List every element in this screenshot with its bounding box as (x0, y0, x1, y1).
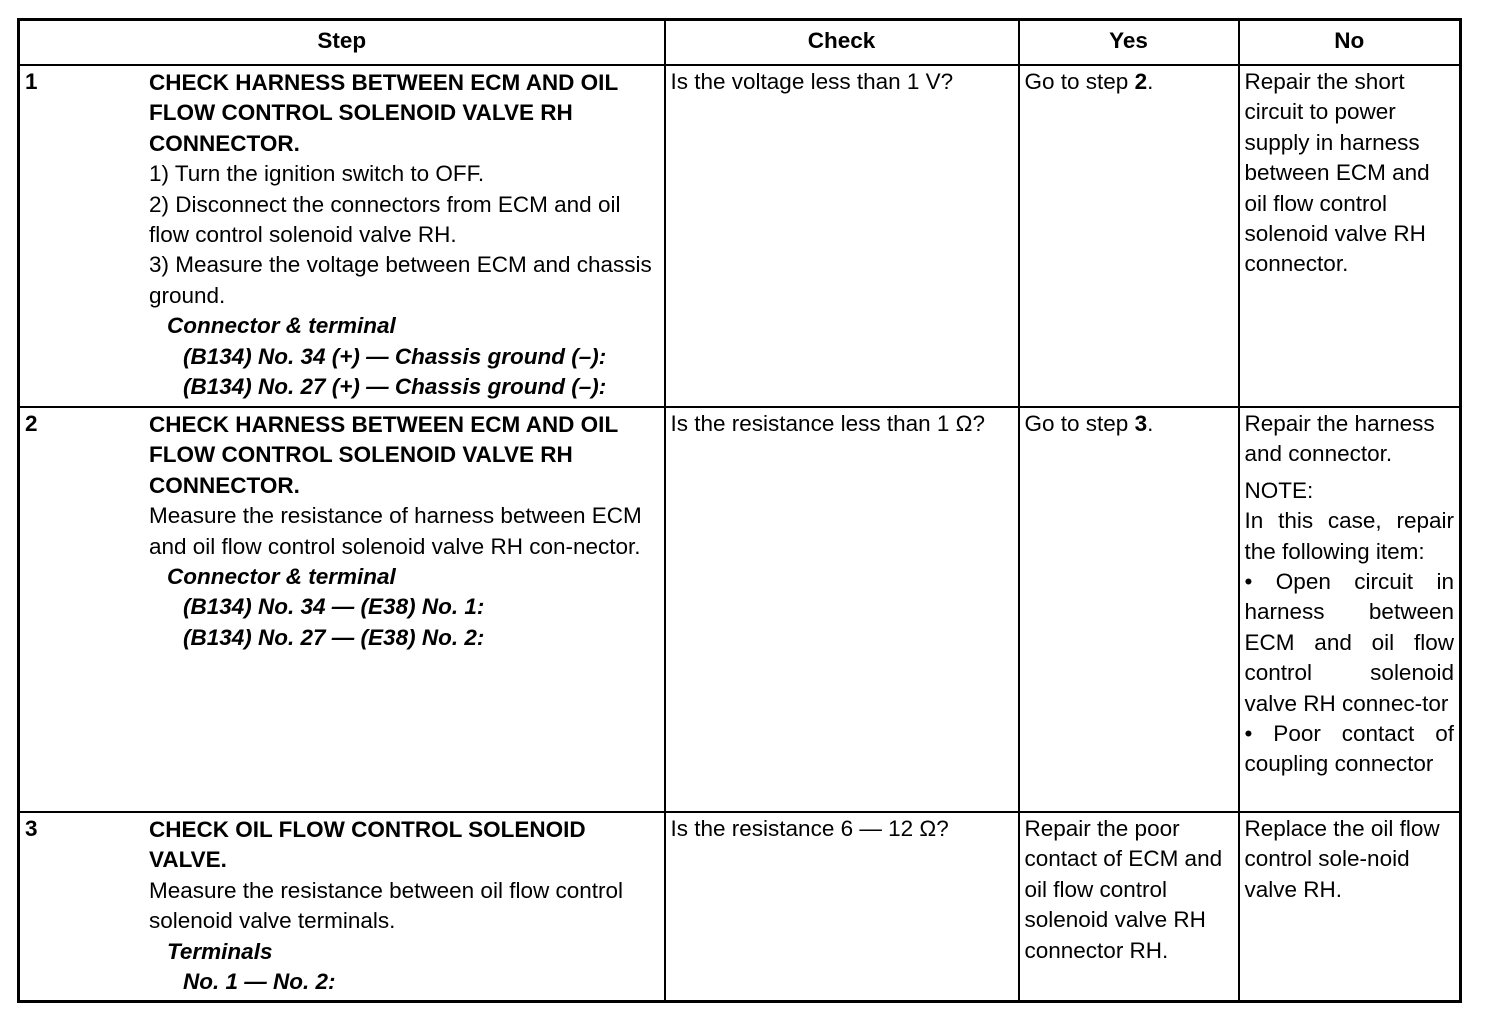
step-title: CHECK OIL FLOW CONTROL SOLENOID VALVE. (149, 817, 586, 873)
yes-suffix: . (1147, 69, 1154, 94)
spec-line: (B134) No. 34 (+) — Chassis ground (–): (183, 343, 607, 369)
table-row (19, 65, 1461, 407)
step-number: 3 (25, 816, 38, 841)
step-instruction: 1) Turn the ignition switch to OFF. (149, 161, 485, 187)
no-text: Repair the harness and connector. (1244, 411, 1435, 467)
no-cell (1239, 65, 1461, 407)
header-no: No (1239, 20, 1461, 66)
spec-line: No. 1 — No. 2: (183, 969, 336, 995)
note-label: NOTE: (1244, 477, 1314, 503)
step-number: 2 (25, 411, 38, 436)
step-body (149, 814, 659, 997)
table-row (19, 407, 1461, 812)
no-cell (1239, 407, 1461, 812)
check-text: Is the resistance 6 — 12 Ω? (670, 816, 949, 841)
step-cell (19, 407, 665, 812)
check-text: Is the resistance less than 1 Ω? (670, 411, 985, 436)
yes-cell (1019, 812, 1239, 1002)
header-check: Check (665, 20, 1019, 66)
spec-line: (B134) No. 34 — (E38) No. 1: (183, 594, 485, 620)
yes-step-number: 2 (1134, 69, 1148, 94)
step-title: CHECK HARNESS BETWEEN ECM AND OIL FLOW CONTROL SOLENOID VALVE RH CONNECTOR. (149, 70, 618, 156)
yes-prefix: Go to step (1024, 69, 1135, 94)
step-body (149, 67, 659, 402)
header-step: Step (19, 20, 665, 66)
spec-label: Connector & terminal (167, 564, 396, 590)
step-body (149, 409, 659, 653)
check-cell (665, 812, 1019, 1002)
step-instruction: 2) Disconnect the connectors from ECM and oil flow control solenoid valve RH. (149, 191, 621, 248)
yes-suffix: . (1147, 411, 1154, 436)
note-bullet: • Poor contact of coupling connector (1244, 721, 1454, 777)
step-instruction: Measure the resistance between oil flow control solenoid valve terminals. (149, 877, 623, 934)
step-instruction: 3) Measure the voltage between ECM and chassis ground. (149, 252, 652, 308)
check-cell (665, 65, 1019, 407)
yes-step-number: 3 (1134, 411, 1148, 436)
yes-cell (1019, 65, 1239, 407)
step-cell (19, 812, 665, 1002)
note-bullet: • Open circuit in harness between ECM and oil flow control solenoid valve RH connec-tor (1244, 569, 1454, 716)
step-instruction: Measure the resistance of harness between ECM and oil flow control solenoid valve RH con-nector. (149, 503, 642, 559)
no-cell (1239, 812, 1461, 1002)
check-text: Is the voltage less than 1 V? (670, 69, 954, 94)
no-text: Replace the oil flow control sole-noid valve RH. (1244, 816, 1440, 902)
no-text: Repair the short circuit to power supply in harness between ECM and oil flow control solenoid valve RH connector. (1244, 69, 1430, 277)
diagnostic-table (17, 18, 1462, 1003)
table-row (19, 812, 1461, 1002)
spec-label: Connector & terminal (167, 313, 396, 339)
spec-line: (B134) No. 27 — (E38) No. 2: (183, 624, 485, 650)
step-number: 1 (25, 69, 38, 94)
header-yes: Yes (1019, 20, 1239, 66)
table-header-row (19, 20, 1461, 66)
spec-label: Terminals (167, 938, 273, 964)
note-intro: In this case, repair the following item: (1244, 508, 1454, 564)
step-cell (19, 65, 665, 407)
spec-line: (B134) No. 27 (+) — Chassis ground (–): (183, 374, 607, 400)
yes-prefix: Go to step (1024, 411, 1135, 436)
yes-cell (1019, 407, 1239, 812)
yes-text: Repair the poor contact of ECM and oil flow control solenoid valve RH connector RH. (1024, 816, 1223, 963)
check-cell (665, 407, 1019, 812)
step-title: CHECK HARNESS BETWEEN ECM AND OIL FLOW CONTROL SOLENOID VALVE RH CONNECTOR. (149, 412, 618, 498)
